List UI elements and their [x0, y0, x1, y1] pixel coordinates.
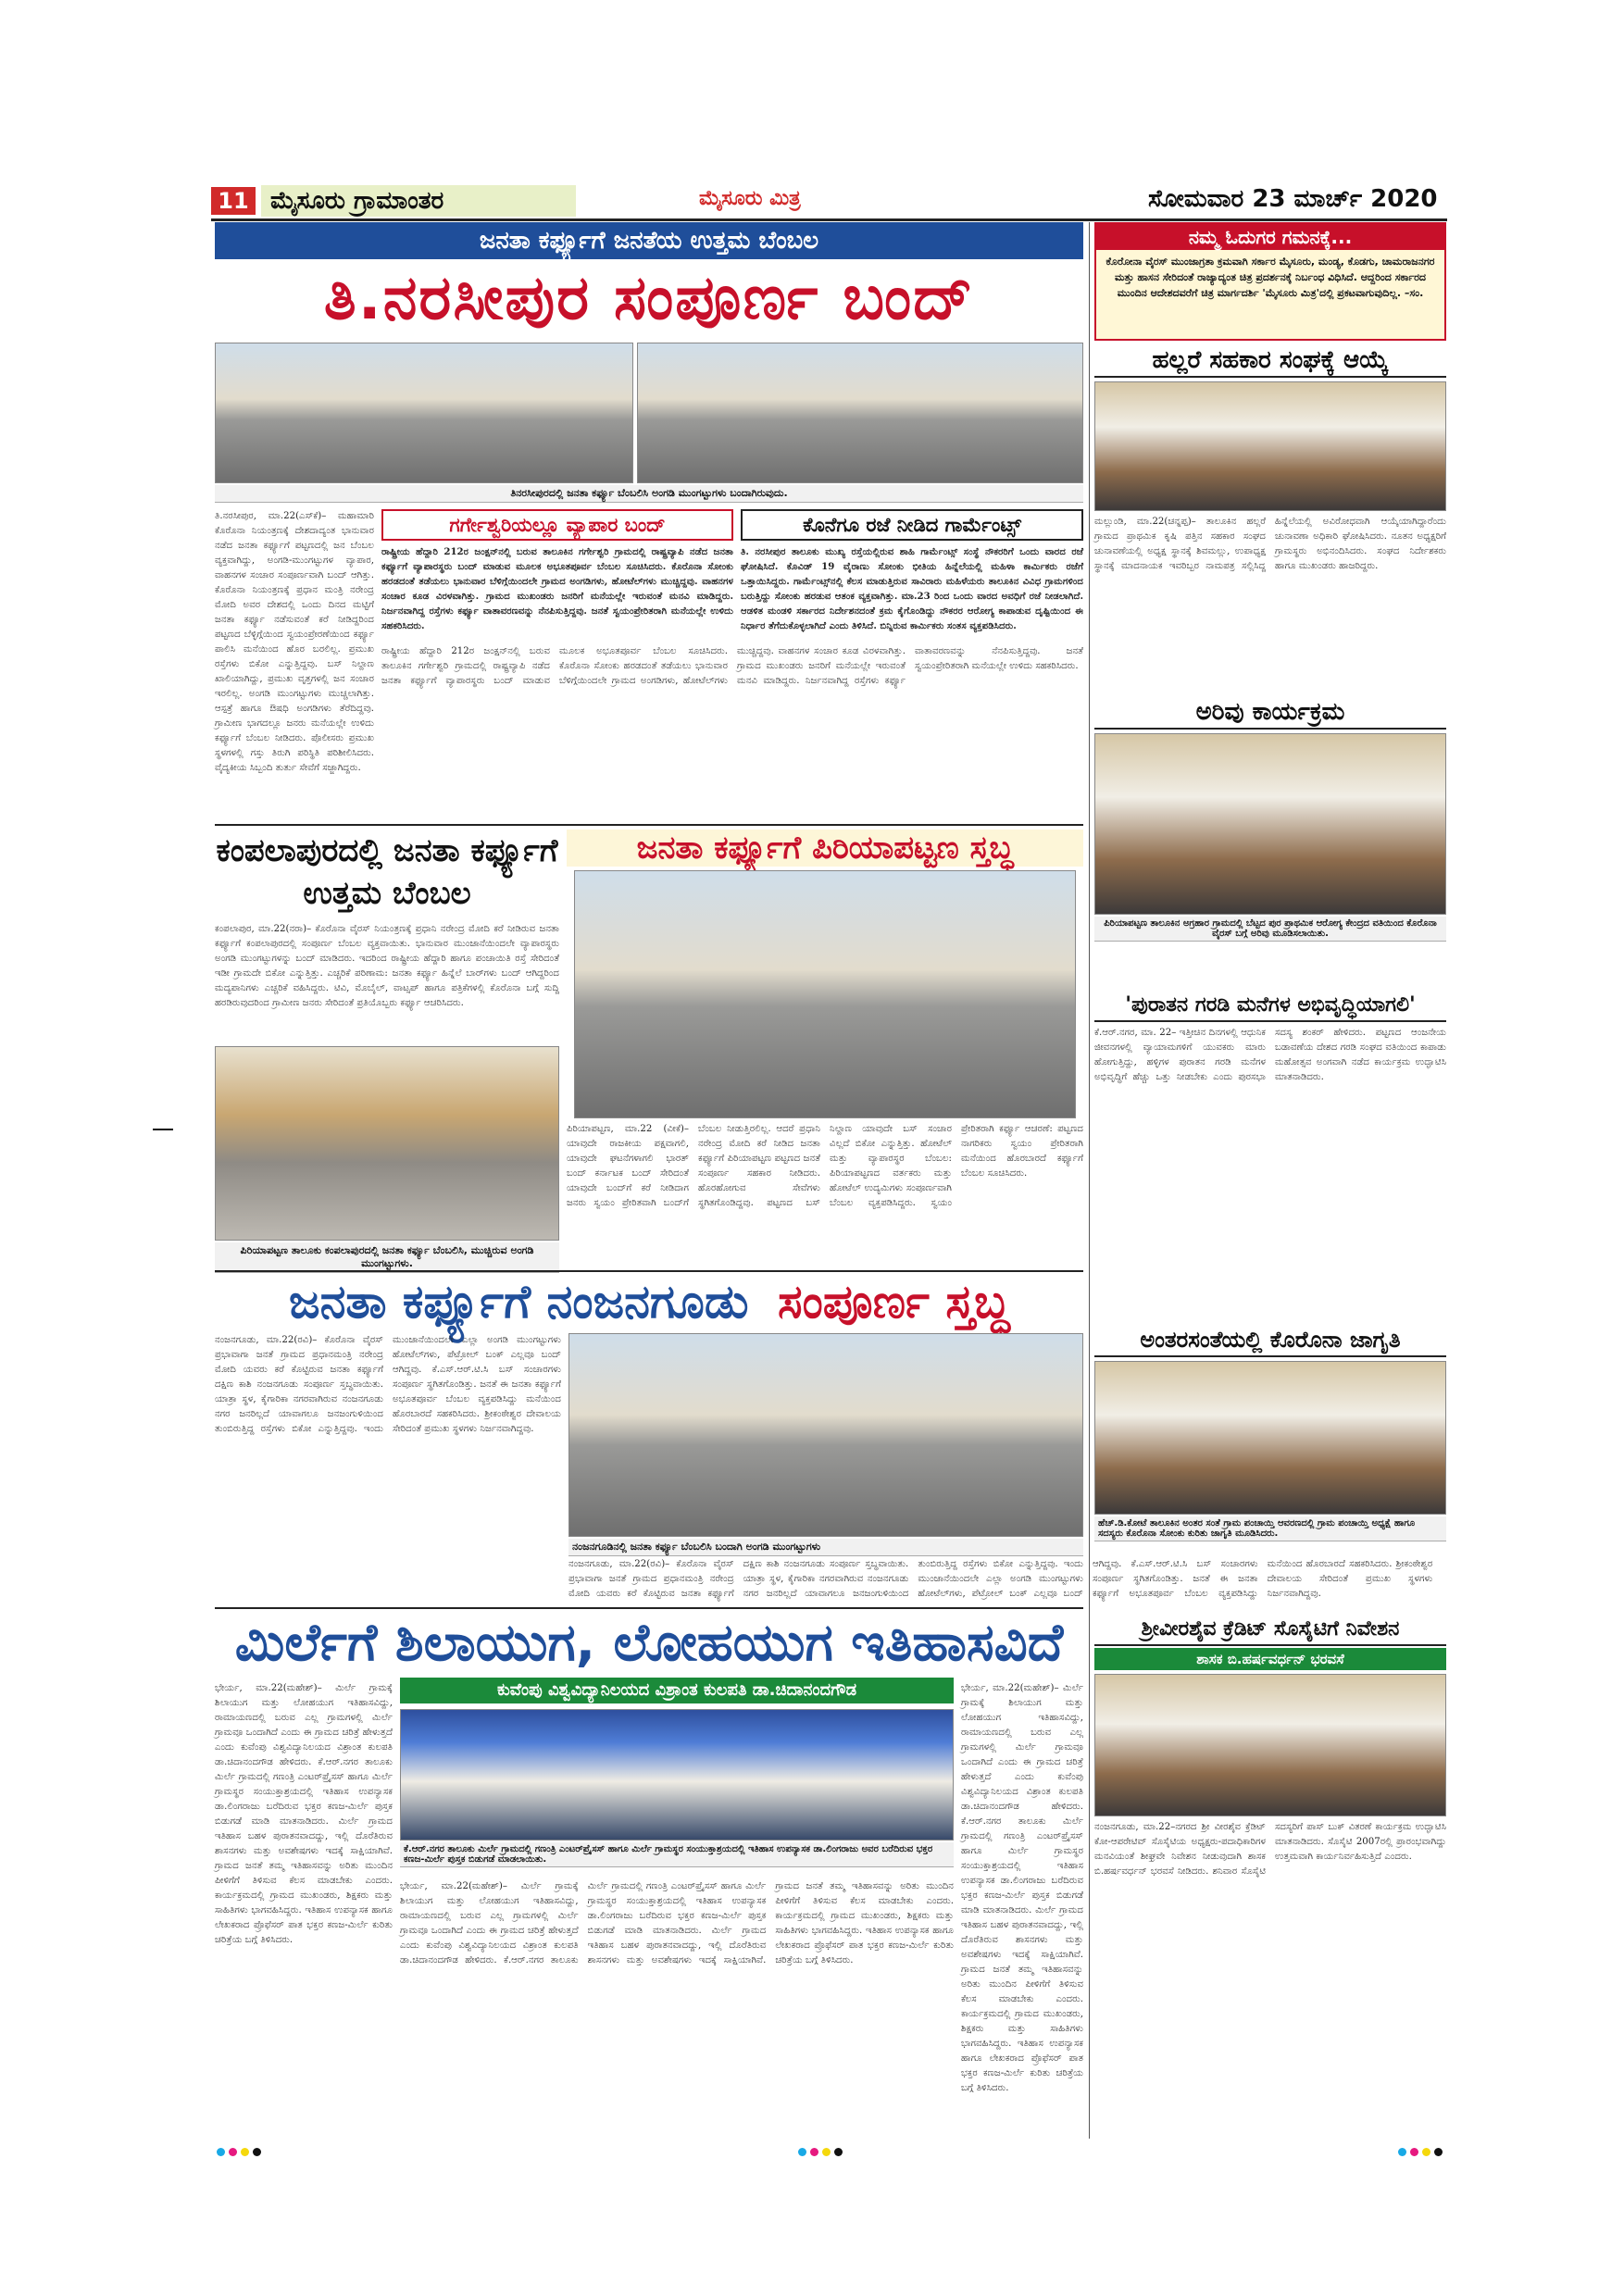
mirle-body: ಭೇರ್ಯ, ಮಾ.22(ಮಹೇಶ್)– ಮಿರ್ಲೆ ಗ್ರಾಮಕ್ಕೆ ಶಿಲಾಯುಗ ಮತ್ತು ಲೋಹಯುಗ ಇತಿಹಾಸವಿದ್ದು, ರಾಮಾಯಣದಲ್ಲಿ ಬರುವ ಎಲ್ಲ ಗ್ರಾಮಗಳಲ್ಲಿ ಮಿರ್ಲೆ ಗ್ರಾಮವೂ ಒಂದಾಗಿದೆ ಎಂದು ಈ ಗ್ರಾಮದ ಚರಿತ್ರೆ ಹೇಳುತ್ತದೆ ಎಂದು ಕುವೆಂಪು ವಿಶ್ವವಿದ್ಯಾನಿಲಯದ ವಿಶ್ರಾಂತ ಕುಲಪತಿ ಡಾ.ಚಿದಾನಂದಗೌಡ ಹೇಳಿದರು. ಕೆ.ಆರ್.ನಗರ ತಾಲೂಕು ಮಿರ್ಲೆ ಗ್ರಾಮದಲ್ಲಿ ಗಣಂತ್ರಿ ಎಂಟರ್‌ಪ್ರೈಸಸ್ ಹಾಗೂ ಮಿರ್ಲೆ ಗ್ರಾಮಸ್ಥರ ಸಂಯುಕ್ತಾಶ್ರಯದಲ್ಲಿ ಇತಿಹಾಸ ಉಪನ್ಯಾಸಕ ಡಾ.ಲಿಂಗರಾಜು ಬರೆದಿರುವ ಭಕ್ತರ ಕಣಜ-ಮಿರ್ಲೆ ಪುಸ್ತಕ ಬಿಡುಗಡೆ ಮಾಡಿ ಮಾತನಾಡಿದರು. ಮಿರ್ಲೆ ಗ್ರಾಮದ ಇತಿಹಾಸ ಬಹಳ ಪುರಾತನವಾದದ್ದು, ಇಲ್ಲಿ ದೊರೆತಿರುವ ಶಾಸನಗಳು ಮತ್ತು ಅವಶೇಷಗಳು ಇದಕ್ಕೆ ಸಾಕ್ಷಿಯಾಗಿವೆ. ಗ್ರಾಮದ ಜನತೆ ತಮ್ಮ ಇತಿಹಾಸವನ್ನು ಅರಿತು ಮುಂದಿನ ಪೀಳಿಗೆಗೆ ತಿಳಿಸುವ ಕೆಲಸ ಮಾಡಬೇಕು ಎಂದರು. ಕಾರ್ಯಕ್ರಮದಲ್ಲಿ ಗ್ರಾಮದ ಮುಖಂಡರು, ಶಿಕ್ಷಕರು ಮತ್ತು ಸಾಹಿತಿಗಳು ಭಾಗವಹಿಸಿದ್ದರು. ಇತಿಹಾಸ ಉಪನ್ಯಾಸಕ ಹಾಗೂ ಲೇಖಕರಾದ ಪ್ರೊಫೆಸರ್ ಪಾತ ಭಕ್ತರ ಕಣಜ-ಮಿರ್ಲೆ ಕುರಿತು ಚರಿತ್ರೆಯ ಬಗ್ಗೆ ತಿಳಿಸಿದರು. — [215, 1683, 393, 1945]
lead-headline: ತಿ.ನರಸೀಪುರ ಸಂಪೂರ್ಣ ಬಂದ್ — [323, 262, 975, 333]
veerashaiva-headline: ಶ್ರೀವೀರಶೈವ ಕ್ರೆಡಿಟ್ ಸೊಸೈಟಿಗೆ ನಿವೇಶನ — [1094, 1615, 1446, 1646]
paper-logo: ಮೈಸೂರು ಮಿತ್ರ — [699, 187, 801, 210]
nanjangud-photo-caption: ನಂಜನಗೂಡಿನಲ್ಲಿ ಜನತಾ ಕರ್ಫ್ಯೂ ಬೆಂಬಲಿಸಿ ಬಂದಾಗಿ ಅಂಗಡಿ ಮುಂಗಟ್ಟುಗಳು — [568, 1539, 1083, 1556]
lead-kicker-band: ಜನತಾ ಕರ್ಫ್ಯೂಗೆ ಜನತೆಯ ಉತ್ತಮ ಬೆಂಬಲ — [215, 222, 1083, 259]
issue-date: ಸೋಮವಾರ 23 ಮಾರ್ಚ್ 2020 — [1148, 185, 1438, 213]
garadi-headline: 'ಪುರಾತನ ಗರಡಿ ಮನೆಗಳ ಅಭಿವೃದ್ಧಿಯಾಗಲಿ' — [1094, 991, 1446, 1022]
readers-notice-title: ನಮ್ಮ ಓದುಗರ ಗಮನಕ್ಕೆ... — [1096, 224, 1444, 250]
cyan-dot — [798, 2148, 806, 2156]
veerashaiva-body: ನಂಜನಗೂಡು, ಮಾ.22–ನಗರದ ಶ್ರೀ ವೀರಶೈವ ಕ್ರೆಡಿಟ್ ಕೋ-ಆಪರೇಟಿವ್ ಸೊಸೈಟಿಯ ಅಧ್ಯಕ್ಷರು-ಪದಾಧಿಕಾರಿಗಳ ಮನವಿಯಂತೆ ಶೀಘ್ರವೇ ನಿವೇಶನ ನೀಡುವುದಾಗಿ ಶಾಸಕ ಬಿ.ಹರ್ಷವರ್ಧನ್ ಭರವಸೆ ನೀಡಿದರು. ಶನಿವಾರ ಸೊಸೈಟಿ ಸದಸ್ಯರಿಗೆ ಪಾಸ್ ಬುಕ್ ವಿತರಣೆ ಕಾರ್ಯಕ್ರಮ ಉದ್ಘಾಟಿಸಿ ಮಾತನಾಡಿದರು. ಸೊಸೈಟಿ 2007ರಲ್ಲಿ ಪ್ರಾರಂಭವಾಗಿದ್ದು ಉತ್ತಮವಾಗಿ ಕಾರ್ಯನಿರ್ವಹಿಸುತ್ತಿದೆ ಎಂದರು. — [1094, 1822, 1446, 1877]
kampalapura-headline: ಕಂಪಲಾಪುರದಲ್ಲಿ ಜನತಾ ಕರ್ಫ್ಯೂಗೆ ಉತ್ತಮ ಬೆಂಬಲ — [216, 832, 558, 912]
garment-headline: ಕೊನೆಗೂ ರಜೆ ನೀಡಿದ ಗಾರ್ಮೆಂಟ್ಸ್ — [741, 509, 1083, 541]
margin-tick — [153, 1129, 173, 1130]
black-dot — [1434, 2148, 1443, 2156]
lead-photo-2 — [637, 343, 1083, 483]
lead-body: ತಿ.ನರಸೀಪುರ, ಮಾ.22(ಎಸ್‌ಕೆ)– ಮಹಾಮಾರಿ ಕೊರೊನಾ ನಿಯಂತ್ರಣಕ್ಕೆ ದೇಶದಾದ್ಯಂತ ಭಾನುವಾರ ನಡೆದ ಜನತಾ ಕರ್ಫ್ಯೂಗೆ ಪಟ್ಟಣದಲ್ಲಿ ಜನ ಬೆಂಬಲ ವ್ಯಕ್ತವಾಗಿದ್ದು, ಅಂಗಡಿ-ಮುಂಗಟ್ಟುಗಳ ವ್ಯಾಪಾರ, ವಾಹನಗಳ ಸಂಚಾರ ಸಂಪೂರ್ಣವಾಗಿ ಬಂದ್ ಆಗಿತ್ತು. ಕೊರೊನಾ ನಿಯಂತ್ರಣಕ್ಕೆ ಪ್ರಧಾನ ಮಂತ್ರಿ ನರೇಂದ್ರ ಮೋದಿ ಅವರ ದೇಶದಲ್ಲಿ ಒಂದು ದಿನದ ಮಟ್ಟಿಗೆ ಜನತಾ ಕರ್ಫ್ಯೂ ನಡೆಸುವಂತೆ ಕರೆ ನೀಡಿದ್ದರಿಂದ ಪಟ್ಟಣದ ಬೆಳ್ಳಿಗ್ಗೆಯಿಂದ ಸ್ವಯಂಪ್ರೇರಣೆಯಿಂದ ಕರ್ಫ್ಯೂ ಪಾಲಿಸಿ ಮನೆಯಿಂದ ಹೊರ ಬರಲಿಲ್ಲ. ಪ್ರಮುಖ ರಸ್ತೆಗಳು ಬಿಕೋ ಎನ್ನುತ್ತಿದ್ದವು. ಬಸ್ ನಿಲ್ದಾಣ ಖಾಲಿಯಾಗಿದ್ದು, ಪ್ರಮುಖ ವೃತ್ತಗಳಲ್ಲಿ ಜನ ಸಂಚಾರ ಇರಲಿಲ್ಲ. ಅಂಗಡಿ ಮುಂಗಟ್ಟುಗಳು ಮುಚ್ಚಲಾಗಿತ್ತು. ಆಸ್ಪತ್ರೆ ಹಾಗೂ ಔಷಧಿ ಅಂಗಡಿಗಳು ತೆರೆದಿದ್ದವು. ಗ್ರಾಮೀಣ ಭಾಗದಲ್ಲೂ ಜನರು ಮನೆಯಲ್ಲೇ ಉಳಿದು ಕರ್ಫ್ಯೂಗೆ ಬೆಂಬಲ ನೀಡಿದರು. ಪೊಲೀಸರು ಪ್ರಮುಖ ಸ್ಥಳಗಳಲ್ಲಿ ಗಸ್ತು ತಿರುಗಿ ಪರಿಸ್ಥಿತಿ ಪರಿಶೀಲಿಸಿದರು. ವೈದ್ಯಕೀಯ ಸಿಬ್ಬಂದಿ ತುರ್ತು ಸೇವೆಗೆ ಸಜ್ಜಾಗಿದ್ದರು. — [215, 511, 374, 773]
nanjangud-headline-part2: ಸಂಪೂರ್ಣ ಸ್ತಬ್ಧ — [778, 1275, 1010, 1329]
yellow-dot — [1422, 2148, 1430, 2156]
kampalapura-body: ಕಂಪಲಾಪುರ, ಮಾ.22(ನರಾ)– ಕೊರೊನಾ ವೈರಸ್ ನಿಯಂತ್ರಣಕ್ಕೆ ಪ್ರಧಾನಿ ನರೇಂದ್ರ ಮೋದಿ ಕರೆ ನೀಡಿರುವ ಜನತಾ ಕರ್ಫ್ಯೂಗೆ ಕಂಪಲಾಪುರದಲ್ಲಿ ಸಂಪೂರ್ಣ ಬೆಂಬಲ ವ್ಯಕ್ತವಾಯಿತು. ಭಾನುವಾರ ಮುಂಜಾನೆಯಿಂದಲೇ ವ್ಯಾಪಾರಸ್ಥರು ಅಂಗಡಿ ಮುಂಗಟ್ಟುಗಳನ್ನು ಬಂದ್ ಮಾಡಿದರು. ಇದರಿಂದ ರಾಷ್ಟ್ರೀಯ ಹೆದ್ದಾರಿ ಹಾಗೂ ಪಂಚಾಯಿತಿ ರಸ್ತೆ ಸೇರಿದಂತೆ ಇಡೀ ಗ್ರಾಮದೇ ಬಿಕೋ ಎನ್ನುತ್ತಿತ್ತು. ಎಚ್ಚರಿಕೆ ಪರಿಣಾಮ: ಜನತಾ ಕರ್ಫ್ಯೂ ಹಿನ್ನೆಲೆ ಬಾರ್‌ಗಳು ಬಂದ್ ಆಗಿದ್ದರಿಂದ ಮದ್ಯಪಾನಿಗಳು ಎಚ್ಚರಿಕೆ ವಹಿಸಿದ್ದರು. ಟಿವಿ, ಮೊಬೈಲ್, ವಾಟ್ಸಪ್ ಹಾಗೂ ಪತ್ರಿಕೆಗಳಲ್ಲಿ ಕೊರೊನಾ ಬಗ್ಗೆ ಸುದ್ದಿ ಹರಡಿರುವುದರಿಂದ ಗ್ರಾಮೀಣ ಜನರು ಸೇರಿದಂತೆ ಪ್ರತಿಯೊಬ್ಬರು ಕರ್ಫ್ಯೂ ಆಚರಿಸಿದರು. — [215, 924, 559, 1008]
piriyapatna-headline: ಜನತಾ ಕರ್ಫ್ಯೂಗೆ ಪಿರಿಯಾಪಟ್ಟಣ ಸ್ತಬ್ಧ — [567, 830, 1083, 867]
section-divider — [215, 1270, 1083, 1272]
arivu-photo-caption: ಪಿರಿಯಾಪಟ್ಟಣ ತಾಲೂಕಿನ ಅಗ್ರಹಾರ ಗ್ರಾಮದಲ್ಲಿ ಬೆಟ್ಟದ ಪುರ ಪ್ರಾಥಮಿಕ ಆರೋಗ್ಯ ಕೇಂದ್ರದ ವತಿಯಿಂದ ಕೊರೊನಾ ವೈರಸ್ ಬಗ್ಗೆ ಅರಿವು ಮೂಡಿಸಲಾಯಿತು. — [1094, 917, 1446, 942]
cyan-dot — [1398, 2148, 1406, 2156]
piriyapatna-photo — [574, 870, 1076, 1118]
column-rule — [1089, 222, 1090, 2139]
section-name: ಮೈಸೂರು ಗ್ರಾಮಾಂತರ — [261, 185, 576, 217]
lead-photo-1 — [215, 343, 633, 483]
black-dot — [253, 2148, 261, 2156]
hallare-body: ಮಲ್ಲುಂಡಿ, ಮಾ.22(ಚನ್ನಪ್ಪ)– ತಾಲೂಕಿನ ಹಲ್ಲರೆ ಗ್ರಾಮದ ಪ್ರಾಥಮಿಕ ಕೃಷಿ ಪತ್ತಿನ ಸಹಕಾರ ಸಂಘದ ಚುನಾವಣೆಯಲ್ಲಿ ಅಧ್ಯಕ್ಷ ಸ್ಥಾನಕ್ಕೆ ಶಿವಮಲ್ಲು, ಉಪಾಧ್ಯಕ್ಷ ಸ್ಥಾನಕ್ಕೆ ಮಾದನಾಯಕ ಇವರಿಬ್ಬರ ನಾಮಪತ್ರ ಸಲ್ಲಿಸಿದ್ದ ಹಿನ್ನೆಲೆಯಲ್ಲಿ ಅವಿರೋಧವಾಗಿ ಆಯ್ಕೆಯಾಗಿದ್ದಾರೆಂದು ಚುನಾವಣಾ ಅಧಿಕಾರಿ ಘೋಷಿಸಿದರು. ನೂತನ ಅಧ್ಯಕ್ಷರಿಗೆ ಗ್ರಾಮಸ್ಥರು ಅಭಿನಂದಿಸಿದರು. ಸಂಘದ ನಿರ್ದೇಶಕರು ಹಾಗೂ ಮುಖಂಡರು ಹಾಜರಿದ್ದರು. — [1094, 517, 1446, 571]
yellow-dot — [241, 2148, 249, 2156]
readers-notice-box — [1094, 222, 1446, 341]
garment-body: ತಿ. ನರಸೀಪುರ ತಾಲೂಕು ಮುಖ್ಯ ರಸ್ತೆಯಲ್ಲಿರುವ ಶಾಹಿ ಗಾರ್ಮೆಂಟ್ಸ್ ಸಂಸ್ಥೆ ನೌಕರರಿಗೆ ಒಂದು ವಾರದ ರಜೆ ಘೋಷಿಸಿದೆ. ಕೊವಿಡ್ 19 ವೈರಾಣು ಸೋಂಕು ಭೀತಿಯ ಹಿನ್ನೆಲೆಯಲ್ಲಿ ಮಹಿಳಾ ಕಾರ್ಮಿಕರು ರಜೆಗೆ ಒತ್ತಾಯಿಸಿದ್ದರು. ಗಾರ್ಮೆಂಟ್ಸ್‌ನಲ್ಲಿ ಕೆಲಸ ಮಾಡುತ್ತಿರುವ ಸಾವಿರಾರು ಮಹಿಳೆಯರು ತಾಲೂಕಿನ ವಿವಿಧ ಗ್ರಾಮಗಳಿಂದ ಬರುತ್ತಿದ್ದು ಸೋಂಕು ಹರಡುವ ಆತಂಕ ವ್ಯಕ್ತವಾಗಿತ್ತು. ಮಾ.23 ರಿಂದ ಒಂದು ವಾರದ ಅವಧಿಗೆ ರಜೆ ನೀಡಲಾಗಿದೆ. ಆಡಳಿತ ಮಂಡಳಿ ಸರ್ಕಾರದ ನಿರ್ದೇಶನದಂತೆ ಕ್ರಮ ಕೈಗೊಂಡಿದ್ದು ನೌಕರರ ಆರೋಗ್ಯ ಕಾಪಾಡುವ ದೃಷ್ಟಿಯಿಂದ ಈ ನಿರ್ಧಾರ ತೆಗೆದುಕೊಳ್ಳಲಾಗಿದೆ ಎಂದು ತಿಳಿಸಿದೆ. ಬಿನ್ನಿರುವ ಕಾರ್ಮಿಕರು ಸಂತಸ ವ್ಯಕ್ತಪಡಿಸಿದರು. — [741, 546, 1083, 631]
nanjangud-body: ನಂಜನಗೂಡು, ಮಾ.22(ರವಿ)– ಕೊರೊನಾ ವೈರಸ್ ಪ್ರಭಾವಾಗಾ ಜನತೆ ಗ್ರಾಮದ ಪ್ರಧಾನಮಂತ್ರಿ ನರೇಂದ್ರ ಮೋದಿ ಯವರು ಕರೆ ಕೊಟ್ಟಿರುವ ಜನತಾ ಕರ್ಫ್ಯೂಗೆ ದಕ್ಷಿಣ ಕಾಶಿ ನಂಜನಗೂಡು ಸಂಪೂರ್ಣ ಸ್ತಬ್ಧವಾಯಿತು. ಯಾತ್ರಾ ಸ್ಥಳ, ಕೈಗಾರಿಕಾ ನಗರವಾಗಿರುವ ನಂಜನಗೂಡು ನಗರ ಜನರಿಲ್ಲದೆ ಯಾವಾಗಲೂ ಜನಜಂಗುಳಿಯಿಂದ ತುಂಬಿರುತ್ತಿದ್ದ ರಸ್ತೆಗಳು ಬಿಕೋ ಎನ್ನುತ್ತಿದ್ದವು. ಇಂದು ಮುಂಜಾನೆಯಿಂದಲೇ ಎಲ್ಲಾ ಅಂಗಡಿ ಮುಂಗಟ್ಟುಗಳು ಹೋಟೆಲ್‌ಗಳು, ಪೆಟ್ರೋಲ್ ಬಂಕ್ ಎಲ್ಲವೂ ಬಂದ್ ಆಗಿದ್ದವು. ಕೆ.ಎಸ್.ಆರ್.ಟಿ.ಸಿ ಬಸ್ ಸಂಚಾರಗಳು ಸಂಪೂರ್ಣ ಸ್ಥಗಿತಗೊಂಡಿತ್ತು. ಜನತೆ ಈ ಜನತಾ ಕರ್ಫ್ಯೂಗೆ ಅಭೂತಪೂರ್ವ ಬೆಂಬಲ ವ್ಯಕ್ತಪಡಿಸಿದ್ದು ಮನೆಯಿಂದ ಹೊರಬಾರದೆ ಸಹಕರಿಸಿದರು. ಶ್ರೀಕಂಠೇಶ್ವರ ದೇವಾಲಯ ಸೇರಿದಂತೆ ಪ್ರಮುಖ ಸ್ಥಳಗಳು ನಿರ್ಜನವಾಗಿದ್ದವು. — [215, 1335, 561, 1434]
gargeshwari-headline: ಗರ್ಗೇಶ್ವರಿಯಲ್ಲೂ ವ್ಯಾಪಾರ ಬಂದ್ — [381, 509, 733, 541]
black-dot — [834, 2148, 843, 2156]
mirle-headline: ಮಿರ್ಲೆಗೆ ಶಿಲಾಯುಗ, ಲೋಹಯುಗ ಇತಿಹಾಸವಿದೆ — [234, 1613, 1064, 1673]
registration-dots-right — [1398, 2148, 1443, 2156]
mirle-subhead: ಕುವೆಂಪು ವಿಶ್ವವಿದ್ಯಾನಿಲಯದ ವಿಶ್ರಾಂತ ಕುಲಪತಿ ಡಾ.ಚಿದಾನಂದಗೌಡ — [400, 1678, 954, 1703]
veerashaiva-subhead: ಶಾಸಕ ಬಿ.ಹರ್ಷವರ್ಧನ್ ಭರವಸೆ — [1094, 1648, 1446, 1670]
masthead-rule — [211, 218, 1447, 221]
hallare-photo — [1094, 381, 1446, 511]
nanjangud-headline — [215, 1276, 1083, 1328]
kampalapura-photo-caption: ಪಿರಿಯಾಪಟ್ಟಣ ತಾಲೂಕು ಕಂಪಲಾಪುರದಲ್ಲಿ ಜನತಾ ಕರ್ಫ್ಯೂ ಬೆಂಬಲಿಸಿ, ಮುಚ್ಚಿರುವ ಅಂಗಡಿ ಮುಂಗಟ್ಟುಗಳು. — [215, 1242, 559, 1273]
nanjangud-body-continued: ನಂಜನಗೂಡು, ಮಾ.22(ರವಿ)– ಕೊರೊನಾ ವೈರಸ್ ಪ್ರಭಾವಾಗಾ ಜನತೆ ಗ್ರಾಮದ ಪ್ರಧಾನಮಂತ್ರಿ ನರೇಂದ್ರ ಮೋದಿ ಯವರು ಕರೆ ಕೊಟ್ಟಿರುವ ಜನತಾ ಕರ್ಫ್ಯೂಗೆ ದಕ್ಷಿಣ ಕಾಶಿ ನಂಜನಗೂಡು ಸಂಪೂರ್ಣ ಸ್ತಬ್ಧವಾಯಿತು. ಯಾತ್ರಾ ಸ್ಥಳ, ಕೈಗಾರಿಕಾ ನಗರವಾಗಿರುವ ನಂಜನಗೂಡು ನಗರ ಜನರಿಲ್ಲದೆ ಯಾವಾಗಲೂ ಜನಜಂಗುಳಿಯಿಂದ ತುಂಬಿರುತ್ತಿದ್ದ ರಸ್ತೆಗಳು ಬಿಕೋ ಎನ್ನುತ್ತಿದ್ದವು. ಇಂದು ಮುಂಜಾನೆಯಿಂದಲೇ ಎಲ್ಲಾ ಅಂಗಡಿ ಮುಂಗಟ್ಟುಗಳು ಹೋಟೆಲ್‌ಗಳು, ಪೆಟ್ರೋಲ್ ಬಂಕ್ ಎಲ್ಲವೂ ಬಂದ್ ಆಗಿದ್ದವು. ಕೆ.ಎಸ್.ಆರ್.ಟಿ.ಸಿ ಬಸ್ ಸಂಚಾರಗಳು ಸಂಪೂರ್ಣ ಸ್ಥಗಿತಗೊಂಡಿತ್ತು. ಜನತೆ ಈ ಜನತಾ ಕರ್ಫ್ಯೂಗೆ ಅಭೂತಪೂರ್ವ ಬೆಂಬಲ ವ್ಯಕ್ತಪಡಿಸಿದ್ದು ಮನೆಯಿಂದ ಹೊರಬಾರದೆ ಸಹಕರಿಸಿದರು. ಶ್ರೀಕಂಠೇಶ್ವರ ದೇವಾಲಯ ಸೇರಿದಂತೆ ಪ್ರಮುಖ ಸ್ಥಳಗಳು ನಿರ್ಜನವಾಗಿದ್ದವು. — [568, 1559, 1433, 1599]
yellow-dot — [822, 2148, 831, 2156]
lead-photo-caption: ತಿನರಸೀಪುರದಲ್ಲಿ ಜನತಾ ಕರ್ಫ್ಯೂ ಬೆಂಬಲಿಸಿ ಅಂಗಡಿ ಮುಂಗಟ್ಟುಗಳು ಬಂದಾಗಿರುವುದು. — [215, 485, 1083, 503]
magenta-dot — [229, 2148, 237, 2156]
page-number: 11 — [211, 187, 256, 215]
mirle-photo — [400, 1709, 954, 1841]
antarasante-photo-caption: ಹೆಚ್.ಡಿ.ಕೋಟೆ ತಾಲೂಕಿನ ಅಂತರ ಸಂತೆ ಗ್ರಾಮ ಪಂಚಾಯ್ತಿ ಆವರಣದಲ್ಲಿ ಗ್ರಾಮ ಪಂಚಾಯ್ತಿ ಅಧ್ಯಕ್ಷೆ ಹಾಗೂ ಸದಸ್ಯರು ಕೊರೊನಾ ಸೋಂಕು ಕುರಿತು ಜಾಗೃತಿ ಮೂಡಿಸಿದರು. — [1094, 1516, 1446, 1541]
mirle-photo-caption: ಕೆ.ಆರ್.ನಗರ ತಾಲೂಕು ಮಿರ್ಲೆ ಗ್ರಾಮದಲ್ಲಿ ಗಣಂತ್ರಿ ಎಂಟರ್‌ಪ್ರೈಸಸ್ ಹಾಗೂ ಮಿರ್ಲೆ ಗ್ರಾಮಸ್ಥರ ಸಂಯುಕ್ತಾಶ್ರಯದಲ್ಲಿ ಇತಿಹಾಸ ಉಪನ್ಯಾಸಕ ಡಾ.ಲಿಂಗರಾಜು ಅವರ ಬರೆದಿರುವ ಭಕ್ತರ ಕಣಜ-ಮಿರ್ಲೆ ಪುಸ್ತಕ ಬಿಡುಗಡೆ ಮಾಡಲಾಯಿತು. — [400, 1842, 954, 1867]
section-divider — [215, 1607, 1083, 1609]
hallare-headline: ಹಲ್ಲರೆ ಸಹಕಾರ ಸಂಘಕ್ಕೆ ಆಯ್ಕೆ — [1094, 344, 1446, 378]
arivu-photo — [1094, 733, 1446, 915]
garadi-body: ಕೆ.ಆರ್.ನಗರ, ಮಾ. 22– ಇತ್ತೀಚಿನ ದಿನಗಳಲ್ಲಿ ಆಧುನಿಕ ಜೀವನಗಳಲ್ಲಿ ವ್ಯಾಯಾಮಗಳಿಗೆ ಯುವಕರು ಮಾರು ಹೋಗುತ್ತಿದ್ದು, ಹಳ್ಳಿಗಳ ಪುರಾತನ ಗರಡಿ ಮನೆಗಳ ಅಭಿವೃದ್ಧಿಗೆ ಹೆಚ್ಚು ಒತ್ತು ನೀಡಬೇಕು ಎಂದು ಪುರಸಭಾ ಸದಸ್ಯ ಶಂಕರ್ ಹೇಳಿದರು. ಪಟ್ಟಣದ ಆಂಜನೇಯ ಬಡಾವಣೆಯ ದೇಶದ ಗರಡಿ ಸಂಘದ ವತಿಯಿಂದ ಕಾಪಾಡು ಮಹೋತ್ಸವ ಅಂಗವಾಗಿ ನಡೆದ ಕಾರ್ಯಕ್ರಮ ಉದ್ಘಾಟಿಸಿ ಮಾತನಾಡಿದರು. — [1094, 1028, 1446, 1082]
cyan-dot — [217, 2148, 225, 2156]
kampalapura-photo — [215, 1046, 559, 1241]
mirle-body-right: ಭೇರ್ಯ, ಮಾ.22(ಮಹೇಶ್)– ಮಿರ್ಲೆ ಗ್ರಾಮಕ್ಕೆ ಶಿಲಾಯುಗ ಮತ್ತು ಲೋಹಯುಗ ಇತಿಹಾಸವಿದ್ದು, ರಾಮಾಯಣದಲ್ಲಿ ಬರುವ ಎಲ್ಲ ಗ್ರಾಮಗಳಲ್ಲಿ ಮಿರ್ಲೆ ಗ್ರಾಮವೂ ಒಂದಾಗಿದೆ ಎಂದು ಈ ಗ್ರಾಮದ ಚರಿತ್ರೆ ಹೇಳುತ್ತದೆ ಎಂದು ಕುವೆಂಪು ವಿಶ್ವವಿದ್ಯಾನಿಲಯದ ವಿಶ್ರಾಂತ ಕುಲಪತಿ ಡಾ.ಚಿದಾನಂದಗೌಡ ಹೇಳಿದರು. ಕೆ.ಆರ್.ನಗರ ತಾಲೂಕು ಮಿರ್ಲೆ ಗ್ರಾಮದಲ್ಲಿ ಗಣಂತ್ರಿ ಎಂಟರ್‌ಪ್ರೈಸಸ್ ಹಾಗೂ ಮಿರ್ಲೆ ಗ್ರಾಮಸ್ಥರ ಸಂಯುಕ್ತಾಶ್ರಯದಲ್ಲಿ ಇತಿಹಾಸ ಉಪನ್ಯಾಸಕ ಡಾ.ಲಿಂಗರಾಜು ಬರೆದಿರುವ ಭಕ್ತರ ಕಣಜ-ಮಿರ್ಲೆ ಪುಸ್ತಕ ಬಿಡುಗಡೆ ಮಾಡಿ ಮಾತನಾಡಿದರು. ಮಿರ್ಲೆ ಗ್ರಾಮದ ಇತಿಹಾಸ ಬಹಳ ಪುರಾತನವಾದದ್ದು, ಇಲ್ಲಿ ದೊರೆತಿರುವ ಶಾಸನಗಳು ಮತ್ತು ಅವಶೇಷಗಳು ಇದಕ್ಕೆ ಸಾಕ್ಷಿಯಾಗಿವೆ. ಗ್ರಾಮದ ಜನತೆ ತಮ್ಮ ಇತಿಹಾಸವನ್ನು ಅರಿತು ಮುಂದಿನ ಪೀಳಿಗೆಗೆ ತಿಳಿಸುವ ಕೆಲಸ ಮಾಡಬೇಕು ಎಂದರು. ಕಾರ್ಯಕ್ರಮದಲ್ಲಿ ಗ್ರಾಮದ ಮುಖಂಡರು, ಶಿಕ್ಷಕರು ಮತ್ತು ಸಾಹಿತಿಗಳು ಭಾಗವಹಿಸಿದ್ದರು. ಇತಿಹಾಸ ಉಪನ್ಯಾಸಕ ಹಾಗೂ ಲೇಖಕರಾದ ಪ್ರೊಫೆಸರ್ ಪಾತ ಭಕ್ತರ ಕಣಜ-ಮಿರ್ಲೆ ಕುರಿತು ಚರಿತ್ರೆಯ ಬಗ್ಗೆ ತಿಳಿಸಿದರು. — [961, 1683, 1083, 2093]
antarasante-photo — [1094, 1361, 1446, 1515]
readers-notice-text: ಕೊರೋನಾ ವೈರಸ್ ಮುಂಜಾಗ್ರತಾ ಕ್ರಮವಾಗಿ ಸರ್ಕಾರ ಮೈಸೂರು, ಮಂಡ್ಯ, ಕೊಡಗು, ಚಾಮರಾಜನಗರ ಮತ್ತು ಹಾಸನ ಸೇರಿದಂತೆ ರಾಜ್ಯಾದ್ಯಂತ ಚಿತ್ರ ಪ್ರದರ್ಶನಕ್ಕೆ ನಿರ್ಬಂಧ ವಿಧಿಸಿದೆ. ಆದ್ದರಿಂದ ಸರ್ಕಾರದ ಮುಂದಿನ ಆದೇಶದವರೆಗೆ ಚಿತ್ರ ಮಾರ್ಗದರ್ಶಿ 'ಮೈಸೂರು ಮಿತ್ರ'ದಲ್ಲಿ ಪ್ರಕಟವಾಗುವುದಿಲ್ಲ. –ಸಂ. — [1106, 256, 1435, 299]
piriyapatna-body: ಪಿರಿಯಾಪಟ್ಟಣ, ಮಾ.22 (ವೀಕೆ)– ಯಾವುದೇ ರಾಜಕೀಯ ಪಕ್ಷವಾಗಲಿ, ಯಾವುದೇ ಘಟನೆಗಳಾಗಲಿ ಭಾರತ್ ಬಂದ್ ಕರ್ನಾಟಕ ಬಂದ್ ಸೇರಿದಂತೆ ಯಾವುದೇ ಬಂದ್‌ಗೆ ಕರೆ ನೀಡಿದಾಗ ಜನರು ಸ್ವಯಂ ಪ್ರೇರಿತವಾಗಿ ಬಂದ್‌ಗೆ ಬೆಂಬಲ ನೀಡುತ್ತಿರಲಿಲ್ಲ. ಆದರೆ ಪ್ರಧಾನಿ ನರೇಂದ್ರ ಮೋದಿ ಕರೆ ನೀಡಿದ ಜನತಾ ಕರ್ಫ್ಯೂಗೆ ಪಿರಿಯಾಪಟ್ಟಣ ಪಟ್ಟಣದ ಜನತೆ ಸಂಪೂರ್ಣ ಸಹಕಾರ ನೀಡಿದರು. ಹೊರಹೋಗುವ ಸೇವೆಗಳು ಸ್ಥಗಿತಗೊಂಡಿದ್ದವು. ಪಟ್ಟಣದ ಬಸ್ ನಿಲ್ದಾಣ ಯಾವುದೇ ಬಸ್ ಸಂಚಾರ ವಿಲ್ಲದೆ ಬಿಕೋ ಎನ್ನುತ್ತಿತ್ತು. ಹೋಟೆಲ್ ಮತ್ತು ವ್ಯಾಪಾರಸ್ಥರ ಬೆಂಬಲ: ಪಿರಿಯಾಪಟ್ಟಣದ ವರ್ತಕರು ಮತ್ತು ಹೋಟೆಲ್ ಉದ್ಯಮಿಗಳು ಸಂಪೂರ್ಣವಾಗಿ ಬೆಂಬಲ ವ್ಯಕ್ತಪಡಿಸಿದ್ದರು. ಸ್ವಯಂ ಪ್ರೇರಿತರಾಗಿ ಕರ್ಫ್ಯೂ ಆಚರಣೆ: ಪಟ್ಟಣದ ನಾಗರಿಕರು ಸ್ವಯಂ ಪ್ರೇರಿತರಾಗಿ ಮನೆಯಿಂದ ಹೊರಬಾರದೆ ಕರ್ಫ್ಯೂಗೆ ಬೆಂಬಲ ಸೂಚಿಸಿದರು. — [567, 1124, 1083, 1208]
magenta-dot — [1410, 2148, 1418, 2156]
veerashaiva-photo — [1094, 1674, 1446, 1816]
antarasante-headline: ಅಂತರಸಂತೆಯಲ್ಲಿ ಕೊರೊನಾ ಜಾಗೃತಿ — [1094, 1324, 1446, 1357]
section-divider — [215, 824, 1083, 826]
arivu-headline: ಅರಿವು ಕಾರ್ಯಕ್ರಮ — [1094, 696, 1446, 730]
nanjangud-headline-part1: ಜನತಾ ಕರ್ಫ್ಯೂಗೆ ನಂಜನಗೂಡು — [288, 1275, 749, 1329]
magenta-dot — [810, 2148, 818, 2156]
registration-dots-left — [217, 2148, 261, 2156]
mirle-body-continued: ಭೇರ್ಯ, ಮಾ.22(ಮಹೇಶ್)– ಮಿರ್ಲೆ ಗ್ರಾಮಕ್ಕೆ ಶಿಲಾಯುಗ ಮತ್ತು ಲೋಹಯುಗ ಇತಿಹಾಸವಿದ್ದು, ರಾಮಾಯಣದಲ್ಲಿ ಬರುವ ಎಲ್ಲ ಗ್ರಾಮಗಳಲ್ಲಿ ಮಿರ್ಲೆ ಗ್ರಾಮವೂ ಒಂದಾಗಿದೆ ಎಂದು ಈ ಗ್ರಾಮದ ಚರಿತ್ರೆ ಹೇಳುತ್ತದೆ ಎಂದು ಕುವೆಂಪು ವಿಶ್ವವಿದ್ಯಾನಿಲಯದ ವಿಶ್ರಾಂತ ಕುಲಪತಿ ಡಾ.ಚಿದಾನಂದಗೌಡ ಹೇಳಿದರು. ಕೆ.ಆರ್.ನಗರ ತಾಲೂಕು ಮಿರ್ಲೆ ಗ್ರಾಮದಲ್ಲಿ ಗಣಂತ್ರಿ ಎಂಟರ್‌ಪ್ರೈಸಸ್ ಹಾಗೂ ಮಿರ್ಲೆ ಗ್ರಾಮಸ್ಥರ ಸಂಯುಕ್ತಾಶ್ರಯದಲ್ಲಿ ಇತಿಹಾಸ ಉಪನ್ಯಾಸಕ ಡಾ.ಲಿಂಗರಾಜು ಬರೆದಿರುವ ಭಕ್ತರ ಕಣಜ-ಮಿರ್ಲೆ ಪುಸ್ತಕ ಬಿಡುಗಡೆ ಮಾಡಿ ಮಾತನಾಡಿದರು. ಮಿರ್ಲೆ ಗ್ರಾಮದ ಇತಿಹಾಸ ಬಹಳ ಪುರಾತನವಾದದ್ದು, ಇಲ್ಲಿ ದೊರೆತಿರುವ ಶಾಸನಗಳು ಮತ್ತು ಅವಶೇಷಗಳು ಇದಕ್ಕೆ ಸಾಕ್ಷಿಯಾಗಿವೆ. ಗ್ರಾಮದ ಜನತೆ ತಮ್ಮ ಇತಿಹಾಸವನ್ನು ಅರಿತು ಮುಂದಿನ ಪೀಳಿಗೆಗೆ ತಿಳಿಸುವ ಕೆಲಸ ಮಾಡಬೇಕು ಎಂದರು. ಕಾರ್ಯಕ್ರಮದಲ್ಲಿ ಗ್ರಾಮದ ಮುಖಂಡರು, ಶಿಕ್ಷಕರು ಮತ್ತು ಸಾಹಿತಿಗಳು ಭಾಗವಹಿಸಿದ್ದರು. ಇತಿಹಾಸ ಉಪನ್ಯಾಸಕ ಹಾಗೂ ಲೇಖಕರಾದ ಪ್ರೊಫೆಸರ್ ಪಾತ ಭಕ್ತರ ಕಣಜ-ಮಿರ್ಲೆ ಕುರಿತು ಚರಿತ್ರೆಯ ಬಗ್ಗೆ ತಿಳಿಸಿದರು. — [400, 1881, 954, 1965]
gargeshwari-body: ರಾಷ್ಟ್ರೀಯ ಹೆದ್ದಾರಿ 212ರ ಜಂಕ್ಷನ್‌ನಲ್ಲಿ ಬರುವ ತಾಲೂಕಿನ ಗರ್ಗೇಶ್ವರಿ ಗ್ರಾಮದಲ್ಲಿ ರಾಷ್ಟ್ರವ್ಯಾಪಿ ನಡೆದ ಜನತಾ ಕರ್ಫ್ಯೂಗೆ ವ್ಯಾಪಾರಸ್ಥರು ಬಂದ್ ಮಾಡುವ ಮೂಲಕ ಅಭೂತಪೂರ್ವ ಬೆಂಬಲ ಸೂಚಿಸಿದರು. ಕೊರೊನಾ ಸೋಂಕು ಹರಡದಂತೆ ತಡೆಯಲು ಭಾನುವಾರ ಬೆಳಿಗ್ಗೆಯಿಂದಲೇ ಗ್ರಾಮದ ಅಂಗಡಿಗಳು, ಹೋಟೆಲ್‌ಗಳು ಮುಚ್ಚಿದ್ದವು. ವಾಹನಗಳ ಸಂಚಾರ ಕೂಡ ವಿರಳವಾಗಿತ್ತು. ಗ್ರಾಮದ ಮುಖಂಡರು ಜನರಿಗೆ ಮನೆಯಲ್ಲೇ ಇರುವಂತೆ ಮನವಿ ಮಾಡಿದ್ದರು. ನಿರ್ಜನವಾಗಿದ್ದ ರಸ್ತೆಗಳು ಕರ್ಫ್ಯೂ ವಾತಾವರಣವನ್ನು ನೆನಪಿಸುತ್ತಿದ್ದವು. ಜನತೆ ಸ್ವಯಂಪ್ರೇರಿತರಾಗಿ ಮನೆಯಲ್ಲೇ ಉಳಿದು ಸಹಕರಿಸಿದರು. — [381, 546, 733, 631]
registration-dots-center — [798, 2148, 843, 2156]
lead-body-continued: ರಾಷ್ಟ್ರೀಯ ಹೆದ್ದಾರಿ 212ರ ಜಂಕ್ಷನ್‌ನಲ್ಲಿ ಬರುವ ತಾಲೂಕಿನ ಗರ್ಗೇಶ್ವರಿ ಗ್ರಾಮದಲ್ಲಿ ರಾಷ್ಟ್ರವ್ಯಾಪಿ ನಡೆದ ಜನತಾ ಕರ್ಫ್ಯೂಗೆ ವ್ಯಾಪಾರಸ್ಥರು ಬಂದ್ ಮಾಡುವ ಮೂಲಕ ಅಭೂತಪೂರ್ವ ಬೆಂಬಲ ಸೂಚಿಸಿದರು. ಕೊರೊನಾ ಸೋಂಕು ಹರಡದಂತೆ ತಡೆಯಲು ಭಾನುವಾರ ಬೆಳಿಗ್ಗೆಯಿಂದಲೇ ಗ್ರಾಮದ ಅಂಗಡಿಗಳು, ಹೋಟೆಲ್‌ಗಳು ಮುಚ್ಚಿದ್ದವು. ವಾಹನಗಳ ಸಂಚಾರ ಕೂಡ ವಿರಳವಾಗಿತ್ತು. ಗ್ರಾಮದ ಮುಖಂಡರು ಜನರಿಗೆ ಮನೆಯಲ್ಲೇ ಇರುವಂತೆ ಮನವಿ ಮಾಡಿದ್ದರು. ನಿರ್ಜನವಾಗಿದ್ದ ರಸ್ತೆಗಳು ಕರ್ಫ್ಯೂ ವಾತಾವರಣವನ್ನು ನೆನಪಿಸುತ್ತಿದ್ದವು. ಜನತೆ ಸ್ವಯಂಪ್ರೇರಿತರಾಗಿ ಮನೆಯಲ್ಲೇ ಉಳಿದು ಸಹಕರಿಸಿದರು. — [381, 646, 1083, 686]
nanjangud-photo — [568, 1333, 1083, 1537]
